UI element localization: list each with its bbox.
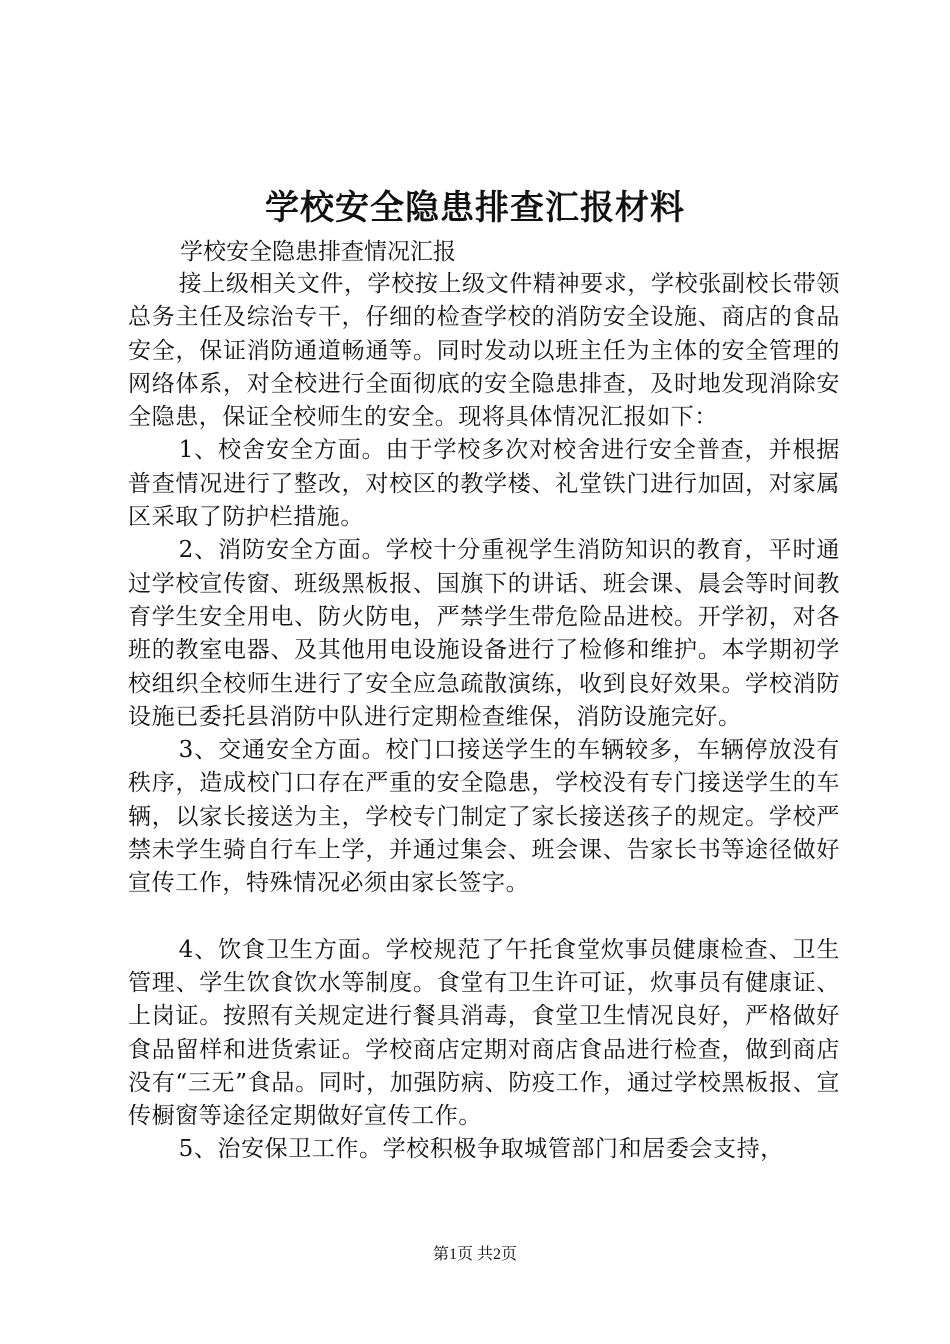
intro-paragraph: 接上级相关文件，学校按上级文件精神要求，学校张副校长带领总务主任及综治专干，仔细的检查学校的消防安全设施、商店的食品安全，保证消防通道畅通等。同时发动以班主任为主体的安全管理的网络体系，对全校进行全面彻底的安全隐患排查，及时地发现消除安全隐患，保证全校师生的安全。现将具体情况汇报如下： (128, 271, 840, 431)
section-paragraph-traffic-safety: 3、交通安全方面。校门口接送学生的车辆较多，车辆停放没有秩序，造成校门口存在严重的安全隐患，学校没有专门接送学生的车辆，以家长接送为主，学校专门制定了家长接送孩子的规定。学校严禁未学生骑自行车上学，并通过集会、班会课、告家长书等途径做好宣传工作，特殊情况必须由家长签字。 (128, 737, 840, 897)
section-paragraph-building-safety: 1、校舍安全方面。由于学校多次对校舍进行安全普查，并根据普查情况进行了整改，对校区的教学楼、礼堂铁门进行加固，对家属区采取了防护栏措施。 (128, 437, 840, 531)
page-number-footer: 第1页 共2页 (432, 1246, 517, 1263)
section-paragraph-food-hygiene: 4、饮食卫生方面。学校规范了午托食堂炊事员健康检查、卫生管理、学生饮食饮水等制度。食堂有卫生许可证，炊事员有健康证、上岗证。按照有关规定进行餐具消毒，食堂卫生情况良好，严格做好食品留样和进货索证。学校商店定期对商店食品进行检查，做到商店没有“三无”食品。同时，加强防病、防疫工作，通过学校黑板报、宣传橱窗等途径定期做好宣传工作。 (128, 936, 840, 1130)
document-subtitle: 学校安全隐患排查情况汇报 (180, 239, 456, 265)
document-title: 学校安全隐患排查汇报材料 (265, 188, 685, 228)
section-paragraph-fire-safety: 2、消防安全方面。学校十分重视学生消防知识的教育，平时通过学校宣传窗、班级黑板报、国旗下的讲话、班会课、晨会等时间教育学生安全用电、防火防电，严禁学生带危险品进校。开学初，对各班的教室电器、及其他用电设施设备进行了检修和维护。本学期初学校组织全校师生进行了安全应急疏散演练，收到良好效果。学校消防设施已委托县消防中队进行定期检查维保，消防设施完好。 (128, 537, 840, 730)
section-paragraph-security: 5、治安保卫工作。学校积极争取城管部门和居委会支持， (178, 1136, 784, 1163)
document-body (128, 268, 840, 1167)
